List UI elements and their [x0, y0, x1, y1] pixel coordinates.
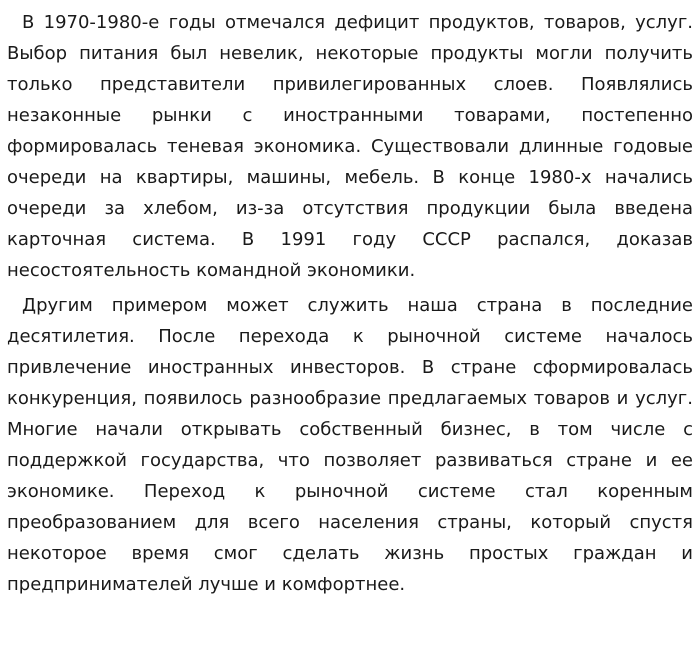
- paragraph-1: В 1970-1980-е годы отмечался дефицит продуктов, товаров, услуг. Выбор питания был невелик, некоторые продукты могли получить только представители привилегированных слоев. Появлялись незаконные рынки с иностранными товарами, постепенно формировалась теневая экономика. Существовали длинные годовые очереди на квартиры, машины, мебель. В конце 1980-х начались очереди за хлебом, из-за отсутствия продукции была введена карточная система. В 1991 году СССР распался, доказав несостоятельность командной экономики.: [7, 12, 693, 281]
- document-body: [7, 7, 693, 600]
- paragraph-2: Другим примером может служить наша страна в последние десятилетия. После перехода к рыночной системе началось привлечение иностранных инвесторов. В стране сформировалась конкуренция, появилось разнообразие предлагаемых товаров и услуг. Многие начали открывать собственный бизнес, в том числе с поддержкой государства, что позволяет развиваться стране и ее экономике. Переход к рыночной системе стал коренным преобразованием для всего населения страны, который спустя некоторое время смог сделать жизнь простых граждан и предпринимателей лучше и комфортнее.: [7, 295, 693, 595]
